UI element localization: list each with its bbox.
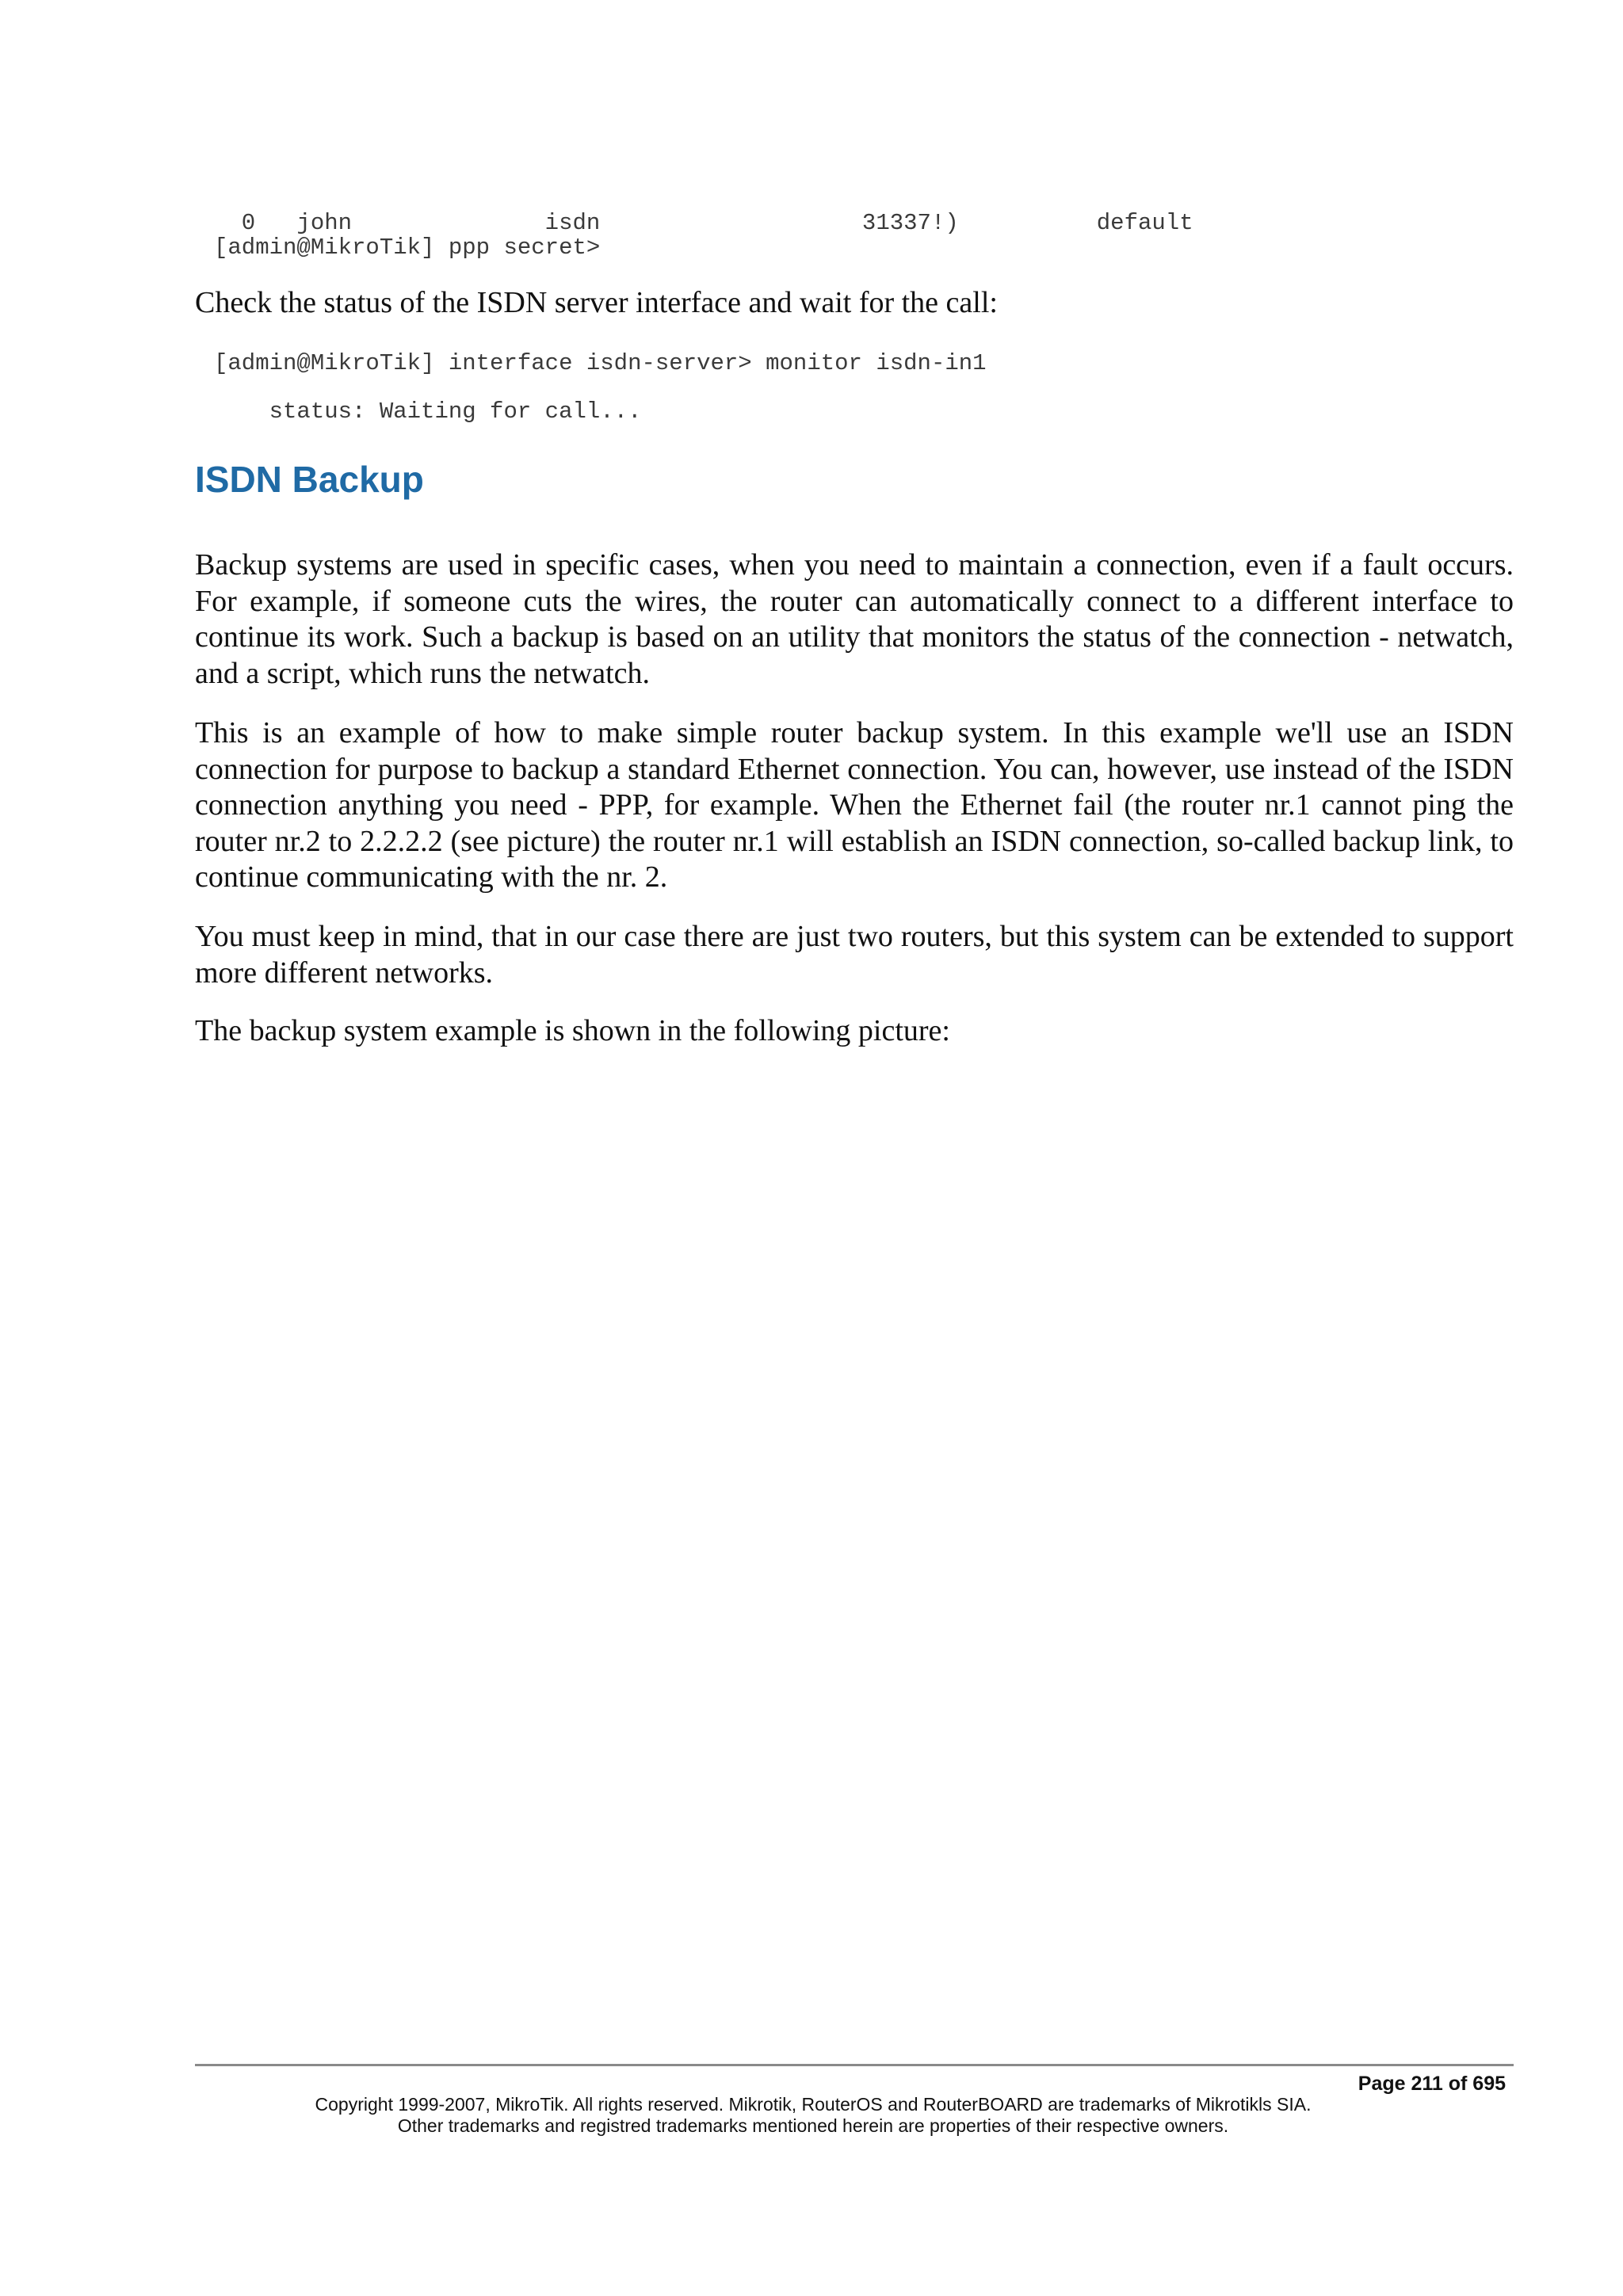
paragraph-keep-in-mind: You must keep in mind, that in our case there are just two routers, but this system can be extended to support more different networks.: [195, 920, 1514, 990]
code-line-monitor-command: [admin@MikroTik] interface isdn-server> monitor isdn-in1: [214, 350, 987, 376]
copyright-line-1: Copyright 1999-2007, MikroTik. All rights reserved. Mikrotik, RouterOS and RouterBOARD are trademarks of Mikrotikls SIA.: [315, 2094, 1312, 2115]
paragraph-picture-intro: The backup system example is shown in the following picture:: [195, 1014, 950, 1047]
footer-divider: [195, 2064, 1514, 2066]
paragraph-check-status: Check the status of the ISDN server interface and wait for the call:: [195, 286, 998, 319]
paragraph-backup-systems: Backup systems are used in specific cases, when you need to maintain a connection, even if a fault occurs. For example, if someone cuts the wires, the router can automatically connect to a different interface to continue its work. Such a backup is based on an utility that monitors the status of the connection - netwatch, and a script, which runs the netwatch.: [195, 548, 1514, 690]
code-line-secret-entry: 0 john isdn 31337!) default: [214, 210, 1193, 236]
code-line-secret-prompt: [admin@MikroTik] ppp secret>: [214, 235, 601, 261]
code-line-monitor-status: status: Waiting for call...: [214, 399, 642, 425]
section-heading-isdn-backup: ISDN Backup: [195, 459, 424, 500]
paragraph-backup-example: This is an example of how to make simple router backup system. In this example we'll use an ISDN connection for purpose to backup a standard Ethernet connection. You can, however, use instead of the ISDN connection anything you need - PPP, for example. When the Ethernet fail (the router nr.1 cannot ping the router nr.2 to 2.2.2.2 (see picture) the router nr.1 will establish an ISDN connection, so-called backup link, to continue communicating with the nr. 2.: [195, 716, 1514, 894]
copyright-line-2: Other trademarks and registred trademarks mentioned herein are properties of their respective owners.: [397, 2115, 1229, 2136]
page-number: Page 211 of 695: [1358, 2073, 1506, 2095]
